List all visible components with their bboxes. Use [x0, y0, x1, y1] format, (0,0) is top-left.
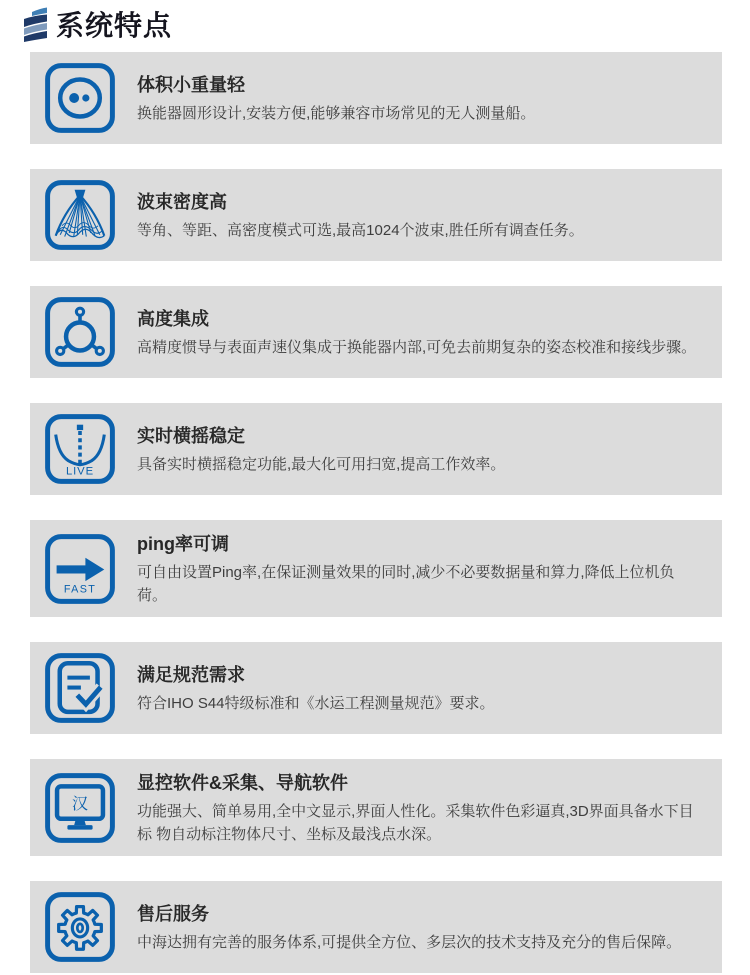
feature-title: 实时横摇稳定 — [137, 426, 245, 446]
screen-char-label: 汉 — [71, 794, 89, 813]
checklist-icon — [44, 652, 116, 724]
feature-title: 体积小重量轻 — [137, 75, 245, 95]
page-title: 系统特点 — [56, 10, 173, 41]
feature-title: 波束密度高 — [137, 192, 227, 212]
feature-desc: 等角、等距、高密度模式可选,最高1024个波束,胜任所有调查任务。 — [137, 222, 584, 239]
roll-stabilize-icon — [44, 413, 116, 485]
feature-list — [30, 52, 722, 973]
brand-wave-logo-icon — [22, 7, 49, 42]
feature-title: 满足规范需求 — [137, 665, 245, 685]
feature-card-integration — [30, 286, 722, 378]
feature-title: 显控软件&采集、导航软件 — [137, 773, 348, 793]
feature-desc: 功能强大、简单易用,全中文显示,界面人性化。采集软件色彩逼真,3D界面具备水下目标 物自动标注物体尺寸、坐标及最浅点水深。 — [137, 803, 694, 843]
feature-desc: 具备实时横摇稳定功能,最大化可用扫宽,提高工作效率。 — [137, 456, 506, 473]
feature-card-standards — [30, 642, 722, 734]
feature-card-beam-density — [30, 169, 722, 261]
feature-card-ping-rate — [30, 520, 722, 617]
feature-desc: 高精度惯导与表面声速仪集成于换能器内部,可免去前期复杂的姿态校准和接线步骤。 — [137, 339, 697, 356]
section-header — [22, 4, 722, 44]
feature-desc: 可自由设置Ping率,在保证测量效果的同时,减少不必要数据量和算力,降低上位机负荷。 — [137, 564, 675, 604]
fast-arrow-icon — [44, 533, 116, 605]
beam-fan-icon — [44, 179, 116, 251]
feature-card-software — [30, 759, 722, 856]
feature-desc: 换能器圆形设计,安装方便,能够兼容市场常见的无人测量船。 — [137, 105, 536, 122]
feature-card-roll-stabilization — [30, 403, 722, 495]
integration-icon — [44, 296, 116, 368]
feature-card-after-sales — [30, 881, 722, 973]
feature-desc: 中海达拥有完善的服务体系,可提供全方位、多层次的技术支持及充分的售后保障。 — [137, 934, 682, 951]
fast-badge-label: FAST — [63, 582, 97, 595]
feature-title: 售后服务 — [137, 904, 209, 924]
gear-icon — [44, 891, 116, 963]
feature-title: 高度集成 — [137, 309, 209, 329]
feature-desc: 符合IHO S44特级标准和《水运工程测量规范》要求。 — [137, 695, 495, 712]
transducer-icon — [44, 62, 116, 134]
feature-title: ping率可调 — [137, 534, 229, 554]
feature-card-compact — [30, 52, 722, 144]
live-badge-label: LIVE — [66, 465, 94, 478]
software-monitor-icon — [44, 772, 116, 844]
